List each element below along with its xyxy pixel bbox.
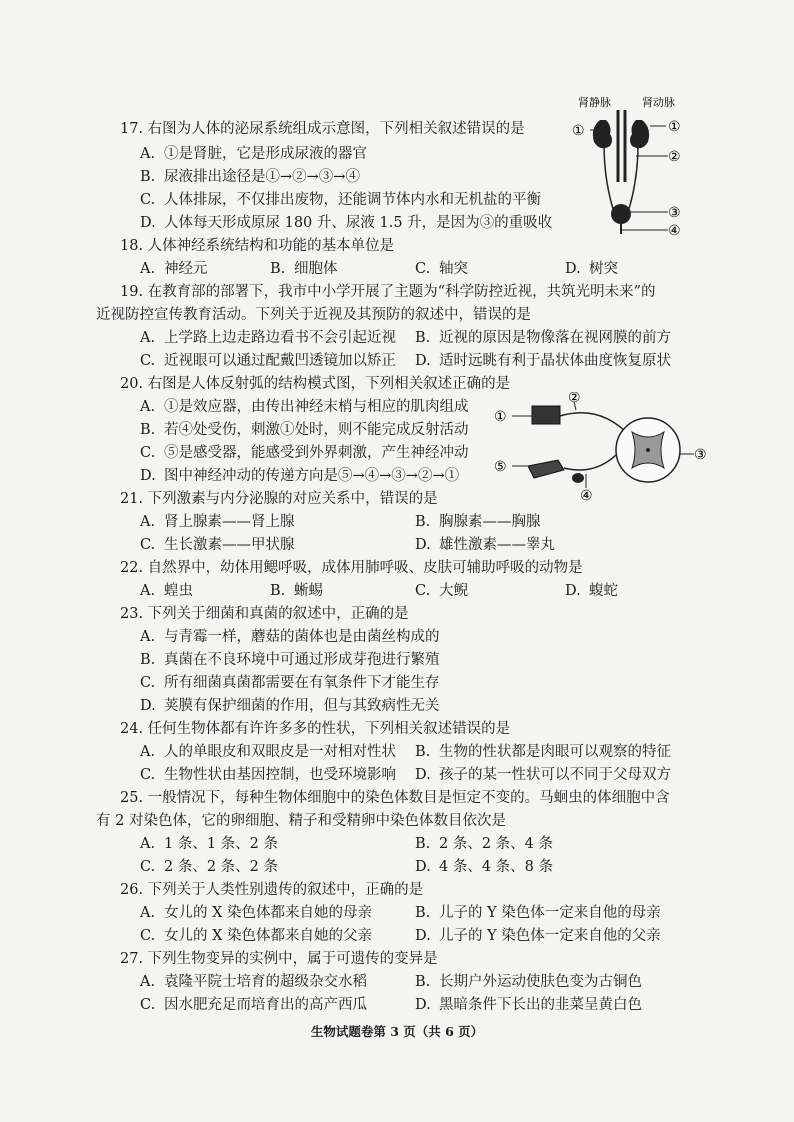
q21-option-d: D. 雄性激素——睾丸 [415, 537, 555, 553]
q22-option-b: B. 蜥蜴 [270, 583, 323, 599]
left-kidney [593, 120, 612, 148]
marker-1-left: ① [572, 123, 585, 139]
q27-option-c: C. 因水肥充足而培育出的高产西瓜 [140, 997, 367, 1013]
receptor-skin [528, 460, 564, 478]
dorsal-root-ganglion [572, 473, 584, 483]
question-20-stem: 20. 右图是人体反射弧的结构模式图，下列相关叙述正确的是 [120, 376, 511, 392]
q24-option-a: A. 人的单眼皮和双眼皮是一对相对性状 [140, 744, 396, 760]
page-footer: 生物试题卷第 3 页（共 6 页） [310, 1024, 484, 1039]
q22-option-a: A. 蝗虫 [140, 583, 193, 599]
marker-5: ⑤ [494, 459, 507, 475]
marker-2: ② [568, 392, 581, 406]
question-18-stem: 18. 人体神经系统结构和功能的基本单位是 [120, 238, 395, 254]
q19-option-b: B. 近视的原因是物像落在视网膜的前方 [415, 330, 671, 346]
q19-option-d: D. 适时远眺有利于晶状体曲度恢复原状 [415, 353, 671, 369]
q24-option-d: D. 孩子的某一性状可以不同于父母双方 [415, 767, 671, 783]
urinary-system-figure [570, 92, 690, 242]
q25-option-c: C. 2 条、2 条、2 条 [140, 859, 279, 875]
effector-muscle [532, 406, 560, 424]
q18-option-c: C. 轴突 [415, 261, 468, 277]
marker-3: ③ [668, 205, 681, 221]
question-27-stem: 27. 下列生物变异的实例中，属于可遗传的变异是 [120, 951, 438, 967]
q26-option-d: D. 儿子的 Y 染色体一定来自他的父亲 [415, 928, 661, 944]
q19-option-c: C. 近视眼可以通过配戴凹透镜加以矫正 [140, 353, 396, 369]
q21-option-b: B. 胸腺素——胸腺 [415, 514, 541, 530]
q17-option-d: D. 人体每天形成原尿 180 升、尿液 1.5 升，是因为③的重吸收 [140, 215, 553, 231]
efferent-nerve [560, 413, 630, 436]
q23-option-a: A. 与青霉一样，蘑菇的菌体也是由菌丝构成的 [140, 629, 440, 645]
marker-1-right: ① [668, 119, 681, 135]
q25-option-d: D. 4 条、4 条、8 条 [415, 859, 554, 875]
q19-option-a: A. 上学路上边走路边看书不会引起近视 [140, 330, 396, 346]
question-21-stem: 21. 下列激素与内分泌腺的对应关系中，错误的是 [120, 491, 438, 507]
q23-option-c: C. 所有细菌真菌都需要在有氧条件下才能生存 [140, 675, 440, 691]
renal-vein-label: 肾静脉 [578, 96, 611, 109]
renal-artery-label: 肾动脉 [642, 96, 675, 109]
q21-option-c: C. 生长激素——甲状腺 [140, 537, 295, 553]
q17-option-a: A. ①是肾脏，它是形成尿液的器官 [140, 146, 367, 162]
q26-option-a: A. 女儿的 X 染色体都来自她的母亲 [140, 905, 373, 921]
question-26-stem: 26. 下列关于人类性别遗传的叙述中，正确的是 [120, 882, 424, 898]
q23-option-d: D. 荚膜有保护细菌的作用，但与其致病性无关 [140, 698, 440, 714]
q26-option-b: B. 儿子的 Y 染色体一定来自他的母亲 [415, 905, 661, 921]
q18-option-b: B. 细胞体 [270, 261, 338, 277]
q18-option-d: D. 树突 [565, 261, 618, 277]
q27-option-d: D. 黑暗条件下长出的韭菜呈黄白色 [415, 997, 642, 1013]
q27-option-a: A. 袁隆平院士培育的超级杂交水稻 [140, 974, 367, 990]
q18-option-a: A. 神经元 [140, 261, 208, 277]
q17-option-b: B. 尿液排出途径是①→②→③→④ [140, 169, 360, 185]
marker-3: ③ [694, 447, 707, 463]
central-canal [646, 448, 650, 452]
marker-4: ④ [668, 223, 681, 239]
q24-option-c: C. 生物性状由基因控制，也受环境影响 [140, 767, 396, 783]
q27-option-b: B. 长期户外运动使肤色变为古铜色 [415, 974, 642, 990]
q20-option-b: B. 若④处受伤，刺激①处时，则不能完成反射活动 [140, 422, 469, 438]
q25-option-b: B. 2 条、2 条、4 条 [415, 836, 554, 852]
question-25-stem-cont: 有 2 对染色体，它的卵细胞、精子和受精卵中染色体数目依次是 [96, 813, 506, 829]
question-19-stem-cont: 近视防控宣传教育活动。下列关于近视及其预防的叙述中，错误的是 [96, 307, 531, 323]
question-25-stem: 25. 一般情况下，每种生物体细胞中的染色体数目是恒定不变的。马蛔虫的体细胞中含 [120, 790, 670, 806]
question-17-stem: 17. 右图为人体的泌尿系统组成示意图，下列相关叙述错误的是 [120, 121, 525, 137]
question-24-stem: 24. 任何生物体都有许许多多的性状，下列相关叙述错误的是 [120, 721, 511, 737]
q23-option-b: B. 真菌在不良环境中可通过形成芽孢进行繁殖 [140, 652, 440, 668]
bladder [611, 204, 631, 224]
q22-option-c: C. 大鲵 [415, 583, 468, 599]
q26-option-c: C. 女儿的 X 染色体都来自她的父亲 [140, 928, 373, 944]
marker-1: ① [494, 409, 507, 425]
question-19-stem: 19. 在教育部的部署下，我市中小学开展了主题为“科学防控近视，共筑光明未来”的 [120, 284, 656, 300]
q25-option-a: A. 1 条、1 条、2 条 [140, 836, 279, 852]
q22-option-d: D. 蝮蛇 [565, 583, 618, 599]
q20-option-c: C. ⑤是感受器，能感受到外界刺激，产生神经冲动 [140, 445, 469, 461]
q17-option-c: C. 人体排尿，不仅排出废物，还能调节体内水和无机盐的平衡 [140, 192, 541, 208]
marker-4: ④ [580, 488, 593, 504]
question-23-stem: 23. 下列关于细菌和真菌的叙述中，正确的是 [120, 606, 409, 622]
q20-option-a: A. ①是效应器，由传出神经末梢与相应的肌肉组成 [140, 399, 469, 415]
q21-option-a: A. 肾上腺素——肾上腺 [140, 514, 295, 530]
question-22-stem: 22. 自然界中，幼体用鳃呼吸，成体用肺呼吸、皮肤可辅助呼吸的动物是 [120, 560, 583, 576]
marker-2: ② [668, 149, 681, 165]
q24-option-b: B. 生物的性状都是肉眼可以观察的特征 [415, 744, 671, 760]
q20-option-d: D. 图中神经冲动的传递方向是⑤→④→③→②→① [140, 468, 460, 484]
right-kidney [630, 120, 649, 148]
